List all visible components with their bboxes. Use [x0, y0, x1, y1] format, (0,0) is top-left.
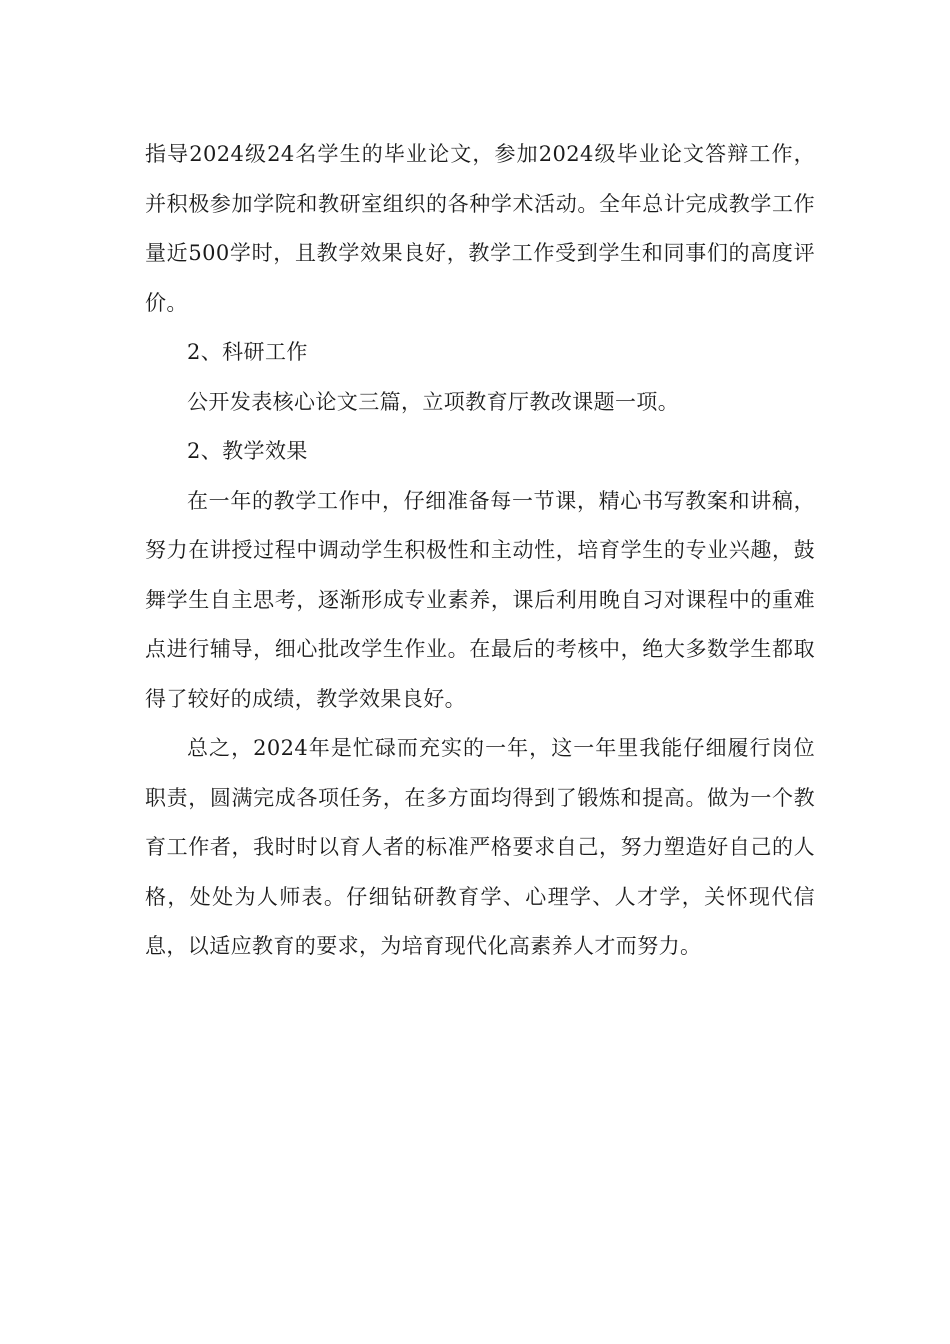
paragraph-teaching-effect: 在一年的教学工作中，仔细准备每一节课，精心书写教案和讲稿，努力在讲授过程中调动学生积极性和主动性，培育学生的专业兴趣，鼓舞学生自主思考，逐渐形成专业素养，课后利用晚自习对课程中的重难点进行辅导，细心批改学生作业。在最后的考核中，绝大多数学生都取得了较好的成绩，教学效果良好。 [145, 488, 815, 711]
paragraph-research-results: 公开发表核心论文三篇，立项教育厅教改课题一项。 [187, 389, 680, 414]
document-body [145, 130, 815, 972]
paragraph-summary: 总之，2024年是忙碌而充实的一年，这一年里我能仔细履行岗位职责，圆满完成各项任务，在多方面均得到了锻炼和提高。做为一个教育工作者，我时时以育人者的标准严格要求自己，努力塑造好自己的人格，处处为人师表。仔细钻研教育学、心理学、人才学，关怀现代信息，以适应教育的要求，为培育现代化高素养人才而努力。 [145, 736, 815, 958]
heading-research-work: 2、科研工作 [187, 340, 308, 364]
heading-teaching-effect: 2、教学效果 [187, 439, 308, 463]
paragraph-teaching-workload: 指导2024级24名学生的毕业论文，参加2024级毕业论文答辩工作，并积极参加学院和教研室组织的各种学术活动。全年总计完成教学工作量近500学时，且教学效果良好，教学工作受到学生和同事们的高度评价。 [145, 142, 815, 315]
